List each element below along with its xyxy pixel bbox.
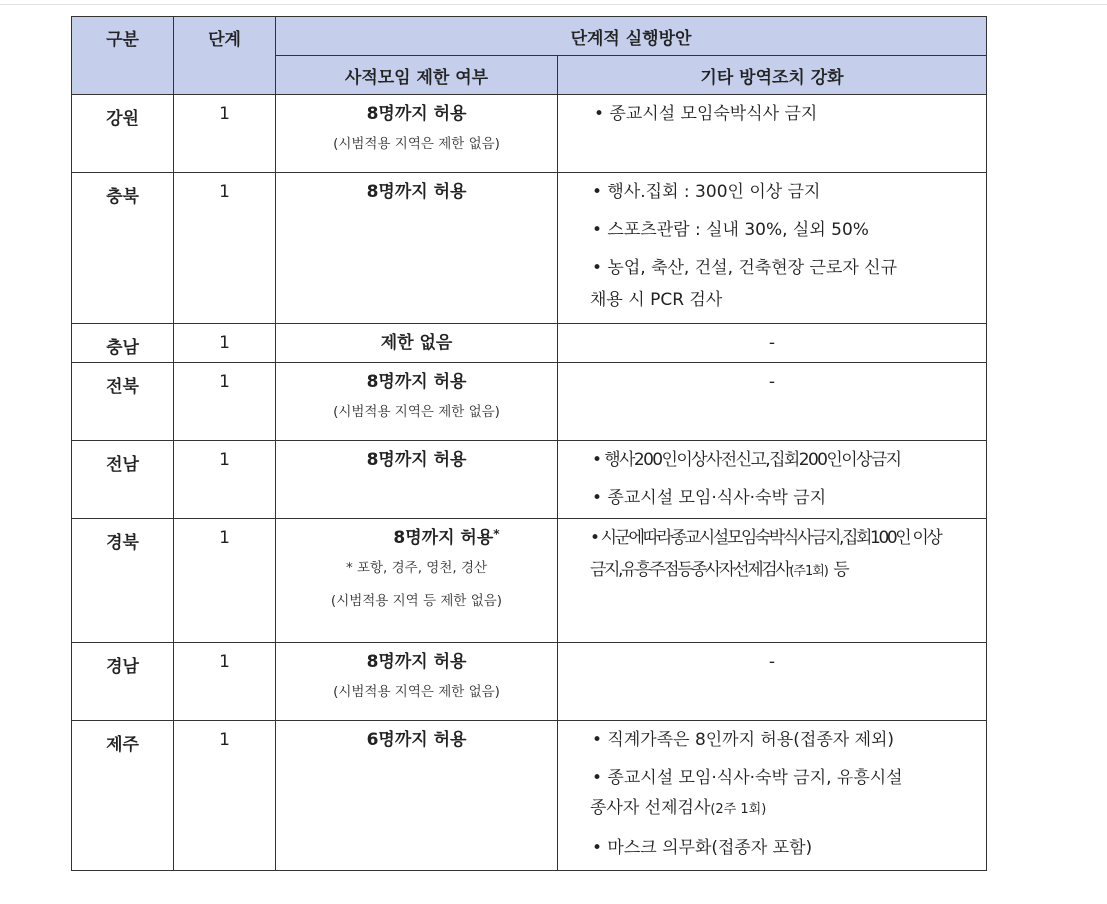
limit-text: 8명까지 허용 — [366, 450, 467, 470]
limit-text: 6명까지 허용 — [366, 730, 467, 750]
limit-cell — [276, 519, 558, 643]
empty-dash: - — [768, 372, 776, 392]
measures-cell — [558, 363, 987, 441]
header-private-gathering: 사적모임 제한 여부 — [276, 56, 558, 95]
header-plan: 단계적 실행방안 — [276, 17, 987, 56]
limit-cell — [276, 95, 558, 173]
footnote-mark: * — [493, 527, 500, 541]
measure-item: • 종교시설 모임·식사·숙박 금지, 유흥시설 — [592, 768, 903, 788]
region-cell: 경북 — [72, 519, 174, 643]
region-cell: 전북 — [72, 363, 174, 441]
limit-note: (시범적용 지역은 제한 없음) — [333, 404, 500, 420]
measure-sub: (주1회) — [789, 564, 828, 579]
measure-sub: (2주 1회) — [710, 802, 767, 817]
measure-text: 금지,유흥주점등종사자선제검사 — [590, 560, 790, 580]
table-row — [72, 643, 987, 721]
measures-cell — [558, 95, 987, 173]
stage-cell: 1 — [174, 519, 276, 643]
stage-cell: 1 — [174, 441, 276, 519]
measure-item: • 행사.집회 : 300인 이상 금지 — [592, 182, 821, 202]
limit-text: 제한 없음 — [380, 333, 453, 353]
stage-cell: 1 — [174, 173, 276, 324]
table-row — [72, 173, 987, 324]
measures-cell — [558, 643, 987, 721]
header-stage: 단계 — [174, 17, 276, 95]
limit-text — [276, 528, 557, 548]
table-row — [72, 441, 987, 519]
limit-cell — [276, 643, 558, 721]
measure-item-cont — [558, 798, 986, 820]
stage-cell: 1 — [174, 363, 276, 441]
measure-item: • 종교시설 모임숙박식사 금지 — [594, 104, 818, 124]
stage-cell: 1 — [174, 324, 276, 363]
measures-cell — [558, 519, 987, 643]
limit-text: 8명까지 허용 — [366, 182, 467, 202]
region-cell: 경남 — [72, 643, 174, 721]
region-cell: 충남 — [72, 324, 174, 363]
measures-cell — [558, 721, 987, 871]
limit-cell — [276, 363, 558, 441]
measure-item-cont — [558, 560, 986, 582]
limit-cell — [276, 324, 558, 363]
table-row — [72, 324, 987, 363]
stage-cell: 1 — [174, 643, 276, 721]
measure-item: • 시군에따라종교시설모임숙박식사금지,집회100인 이상 — [590, 528, 941, 548]
table-row — [72, 519, 987, 643]
measure-item: • 직계가족은 8인까지 허용(접종자 제외) — [592, 730, 895, 750]
limit-text: 8명까지 허용 — [366, 104, 467, 124]
measures-cell — [558, 441, 987, 519]
limit-cell — [276, 721, 558, 871]
region-cell: 강원 — [72, 95, 174, 173]
header-other-measures: 기타 방역조치 강화 — [558, 56, 987, 95]
limit-text: 8명까지 허용 — [366, 652, 467, 672]
limit-note: (시범적용 지역은 제한 없음) — [333, 136, 500, 152]
measure-item: • 행사200인이상사전신고,집회200인이상금지 — [592, 450, 901, 470]
measures-cell — [558, 324, 987, 363]
limit-note: * 포항, 경주, 영천, 경산 — [345, 560, 488, 576]
table-row — [72, 363, 987, 441]
limit-cell — [276, 441, 558, 519]
limit-text: 8명까지 허용 — [366, 372, 467, 392]
measure-tail: 등 — [827, 560, 850, 580]
stage-cell: 1 — [174, 95, 276, 173]
region-cell: 충북 — [72, 173, 174, 324]
measures-cell — [558, 173, 987, 324]
measure-item: • 종교시설 모임·식사·숙박 금지 — [592, 488, 827, 508]
measure-item-cont: 채용 시 PCR 검사 — [590, 290, 723, 310]
region-cell: 제주 — [72, 721, 174, 871]
region-cell: 전남 — [72, 441, 174, 519]
header-region: 구분 — [72, 17, 174, 95]
empty-dash: - — [768, 333, 776, 353]
top-divider — [0, 4, 1107, 5]
stage-cell: 1 — [174, 721, 276, 871]
limit-note: (시범적용 지역은 제한 없음) — [333, 684, 500, 700]
limit-note-2: (시범적용 지역 등 제한 없음) — [330, 593, 503, 609]
limit-cell — [276, 173, 558, 324]
table-row — [72, 95, 987, 173]
header-row-1 — [72, 17, 987, 56]
measure-item: • 농업, 축산, 건설, 건축현장 근로자 신규 — [592, 258, 897, 278]
table-row — [72, 721, 987, 871]
regional-measures-table — [71, 16, 987, 871]
empty-dash: - — [768, 652, 776, 672]
measure-item: • 마스크 의무화(접종자 포함) — [592, 838, 813, 858]
measure-item: • 스포츠관람 : 실내 30%, 실외 50% — [592, 220, 869, 240]
limit-value: 8명까지 허용 — [393, 528, 494, 548]
measure-text: 종사자 선제검사 — [590, 798, 711, 818]
